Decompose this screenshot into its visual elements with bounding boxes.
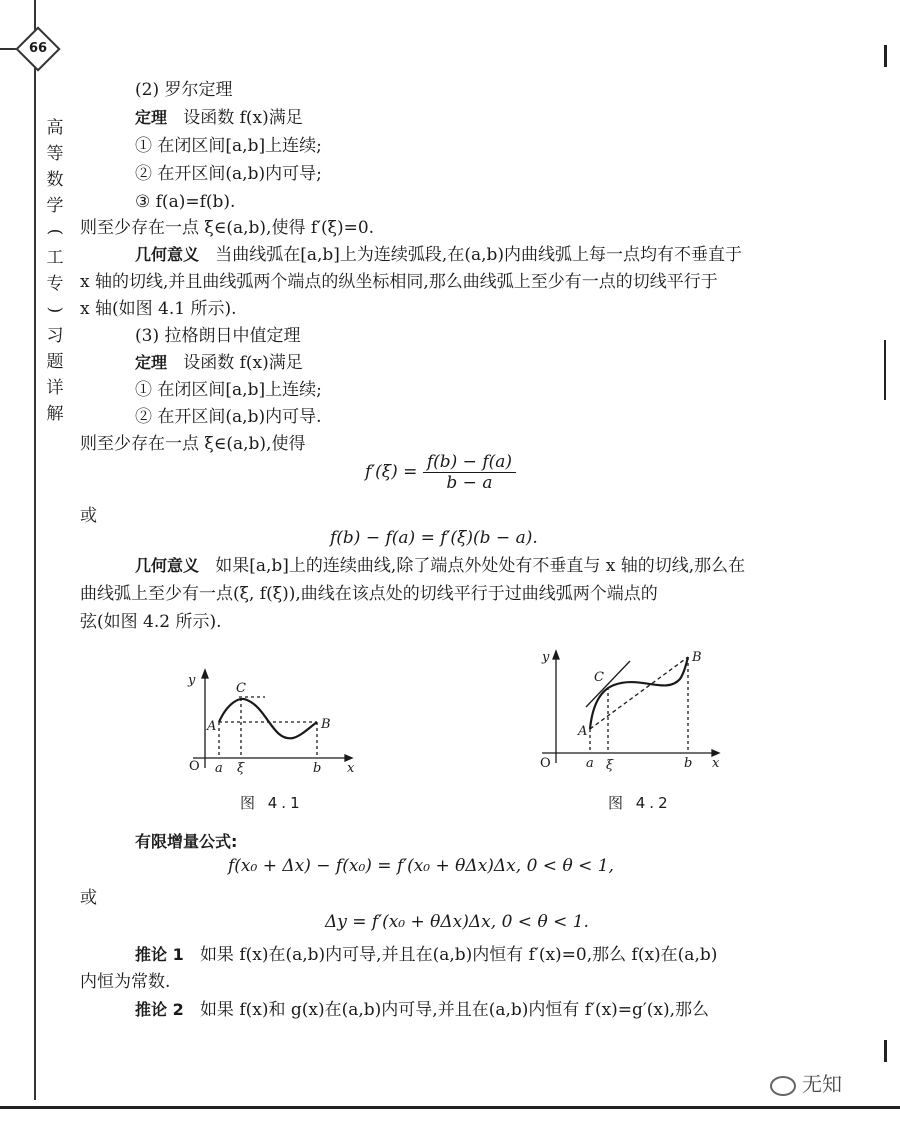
corollary-label: 推论 1	[135, 945, 184, 964]
rolle-theorem-line	[135, 104, 875, 132]
side-title-char: 高	[46, 118, 64, 138]
equation-lhs: f′(ξ) =	[365, 462, 418, 482]
paragraph-text: 如果[a,b]上的连续曲线,除了端点外处处有不垂直与 x 轴的切线,那么在	[215, 556, 746, 576]
label-point-B: B	[692, 650, 702, 665]
or-word: 或	[80, 506, 97, 526]
condition-line: ① 在闭区间[a,b]上连续;	[135, 136, 322, 156]
equation-mean-value	[365, 452, 516, 493]
label-point-C: C	[236, 681, 246, 696]
bottom-rule	[0, 1106, 900, 1109]
scan-mark	[884, 45, 887, 67]
corollary-1-line	[135, 941, 875, 969]
conclusion-line: 则至少存在一点 ξ∈(a,b),使得	[80, 434, 306, 454]
page-number-badge	[15, 26, 60, 71]
watermark-text: 无知	[802, 1072, 842, 1096]
label-a: a	[586, 756, 594, 771]
theorem-text: 设函数 f(x)满足	[183, 108, 303, 128]
paragraph-line: 弦(如图 4.2 所示).	[80, 612, 222, 632]
side-title-char: 数	[46, 170, 64, 190]
label-x: x	[712, 756, 720, 771]
corollary-label: 推论 2	[135, 1000, 184, 1019]
y-axis-arrow	[202, 670, 208, 678]
label-b: b	[313, 761, 322, 776]
fraction	[423, 452, 516, 493]
side-title-char: 学	[46, 196, 64, 216]
geometric-meaning-line	[135, 552, 875, 580]
condition-line: ① 在闭区间[a,b]上连续;	[135, 380, 322, 400]
paragraph-line: x 轴(如图 4.1 所示).	[80, 299, 237, 319]
condition-line: ② 在开区间(a,b)内可导.	[135, 407, 322, 427]
figure-4-1	[175, 660, 375, 780]
side-title-char: 专	[46, 274, 64, 294]
label-b: b	[684, 756, 693, 771]
label-y: y	[188, 673, 196, 688]
label-origin: O	[540, 756, 551, 771]
paragraph-line: x 轴的切线,并且曲线弧两个端点的纵坐标相同,那么曲线弧上至少有一点的切线平行于	[80, 272, 718, 292]
condition-line: ② 在开区间(a,b)内可导;	[135, 164, 322, 184]
side-book-title	[44, 115, 66, 427]
label-y: y	[542, 650, 550, 665]
y-axis-arrow	[553, 651, 559, 659]
side-title-char: 题	[46, 352, 64, 372]
theorem-label: 定理	[135, 353, 168, 372]
theorem-text: 设函数 f(x)满足	[183, 353, 303, 373]
scan-mark	[884, 340, 886, 400]
corollary-text: 如果 f(x)在(a,b)内可导,并且在(a,b)内恒有 f′(x)=0,那么 f(x)在(a,b)	[199, 945, 718, 965]
corollary-text: 如果 f(x)和 g(x)在(a,b)内可导,并且在(a,b)内恒有 f′(x)=g′(x),那么	[199, 1000, 710, 1020]
label-xi: ξ	[237, 761, 245, 776]
equation-mean-value-alt: f(b) − f(a) = f′(ξ)(b − a).	[330, 528, 538, 548]
fraction-denominator: b − a	[446, 473, 493, 493]
label-point-B: B	[321, 717, 331, 732]
equation-delta-y: Δy = f′(x₀ + θΔx)Δx, 0 < θ < 1.	[325, 912, 589, 932]
chord-dashed	[590, 657, 688, 729]
finite-increment-label: 有限增量公式:	[135, 832, 238, 851]
geometric-meaning-label: 几何意义	[135, 245, 200, 264]
side-title-char: 解	[46, 404, 64, 424]
equation-finite-increment: f(x₀ + Δx) − f(x₀) = f′(x₀ + θΔx)Δx, 0 < θ < 1,	[228, 856, 614, 876]
paragraph-text: 当曲线弧在[a,b]上为连续弧段,在(a,b)内曲线弧上每一点均有不垂直于	[215, 245, 743, 265]
label-point-C: C	[594, 670, 604, 685]
page-number: 66	[28, 41, 48, 56]
corollary-2-line	[135, 996, 875, 1024]
label-a: a	[215, 761, 223, 776]
finite-increment-heading	[135, 828, 875, 856]
label-x: x	[347, 761, 355, 776]
side-title-char: 习	[46, 326, 64, 346]
label-point-A: A	[207, 719, 217, 734]
label-xi: ξ	[606, 758, 614, 773]
label-origin: O	[189, 759, 200, 774]
theorem-label: 定理	[135, 108, 168, 127]
scan-mark	[884, 1040, 887, 1062]
figure-4-2	[530, 645, 730, 775]
conclusion-line: 则至少存在一点 ξ∈(a,b),使得 f′(ξ)=0.	[80, 218, 375, 238]
section-heading-rolle: (2) 罗尔定理	[135, 80, 233, 100]
or-word: 或	[80, 888, 97, 908]
lagrange-theorem-line	[135, 349, 875, 377]
fraction-numerator: f(b) − f(a)	[423, 452, 516, 473]
geometric-meaning-line	[135, 241, 875, 269]
side-title-char: )	[45, 306, 65, 314]
wechat-icon	[770, 1076, 796, 1096]
watermark	[770, 1068, 842, 1097]
label-point-A: A	[578, 724, 588, 739]
paragraph-line: 曲线弧上至少有一点(ξ, f(ξ)),曲线在该点处的切线平行于过曲线弧两个端点的	[80, 584, 658, 604]
geometric-meaning-label: 几何意义	[135, 556, 200, 575]
paragraph-line: 内恒为常数.	[80, 972, 171, 992]
curve	[219, 699, 317, 738]
figure-4-2-caption: 图 4.2	[608, 794, 672, 812]
section-heading-lagrange: (3) 拉格朗日中值定理	[135, 326, 301, 346]
side-title-char: (	[45, 228, 65, 236]
side-title-char: 工	[46, 248, 64, 268]
curve	[590, 657, 688, 729]
margin-rule	[34, 0, 36, 1100]
side-title-char: 详	[46, 378, 64, 398]
side-title-char: 等	[46, 144, 64, 164]
condition-line: ③ f(a)=f(b).	[135, 192, 236, 212]
figure-4-1-caption: 图 4.1	[240, 794, 304, 812]
